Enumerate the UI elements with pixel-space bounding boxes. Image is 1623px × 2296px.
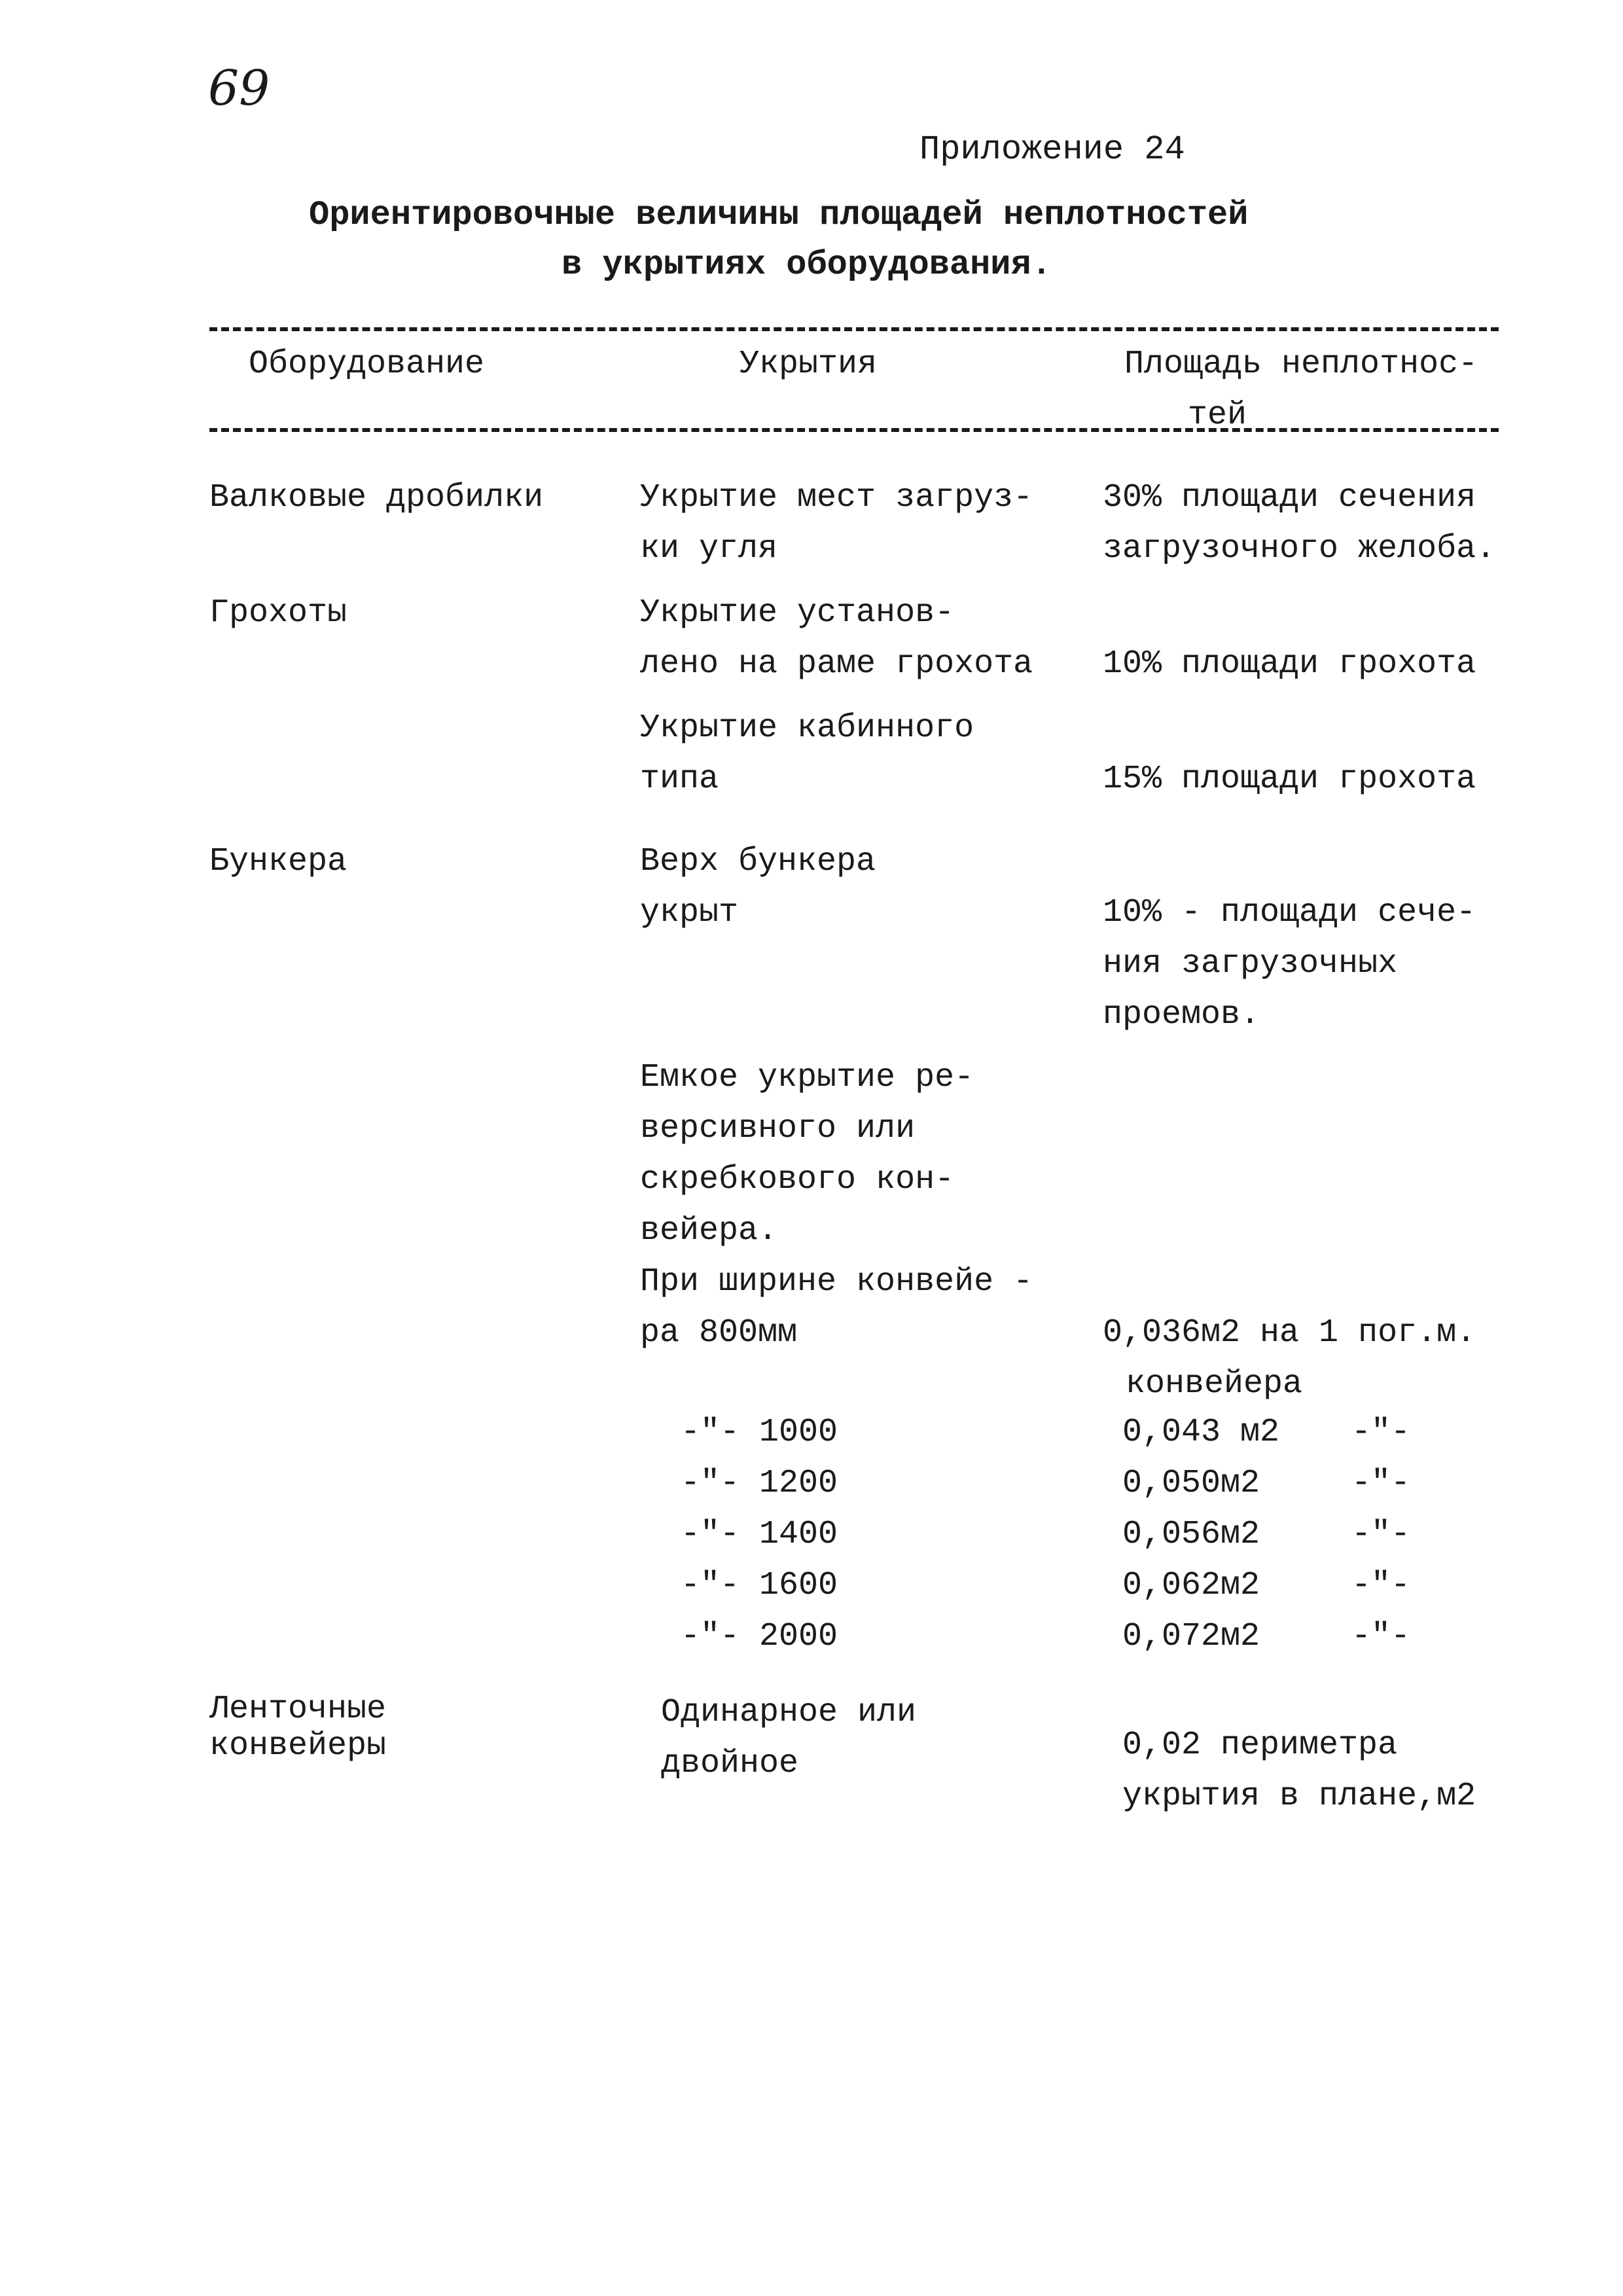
area-cell-line: проемов. xyxy=(1103,996,1260,1033)
width-cell: -"- 1600 xyxy=(681,1567,838,1604)
width-cell: -"- 1000 xyxy=(681,1414,838,1451)
equipment-cell: Грохоты xyxy=(209,594,348,632)
cover-cell-line: Укрытие кабинного xyxy=(640,709,974,747)
area-cell-line: 10% - площади сече- xyxy=(1103,894,1476,931)
cover-cell-line: Верх бункера xyxy=(640,843,876,880)
page-number: 69 xyxy=(208,60,270,117)
width-cell: -"- 1200 xyxy=(681,1465,838,1502)
area-cell-line: 30% площади сечения xyxy=(1103,479,1476,516)
title-line-1: Ориентировочные величины площадей неплотностей xyxy=(309,196,1249,234)
width-cell: -"- 2000 xyxy=(681,1618,838,1655)
cover-cell-line: ки угля xyxy=(640,530,778,567)
cover-cell-line: Емкое укрытие ре- xyxy=(640,1059,974,1096)
cover-cell-line: версивного или xyxy=(640,1110,916,1147)
cover-cell-line: ра 800мм xyxy=(640,1314,798,1352)
area-cell-line: 0,02 периметра xyxy=(1122,1727,1398,1764)
header-equipment: Оборудование xyxy=(249,346,485,383)
equipment-cell: Ленточные xyxy=(209,1691,387,1728)
header-covers: Укрытия xyxy=(740,346,878,383)
cover-cell-line: Укрытие установ- xyxy=(640,594,955,632)
header-area-line-1: Площадь неплотнос- xyxy=(1124,346,1478,383)
cover-cell-line: лено на раме грохота xyxy=(640,645,1033,683)
area-cell: 0,062м2 xyxy=(1122,1567,1260,1604)
area-cell-line: 0,036м2 на 1 пог.м. xyxy=(1103,1314,1476,1352)
area-cell-line: загрузочного желоба. xyxy=(1103,530,1496,567)
area-cell-line: ния загрузочных xyxy=(1103,945,1398,982)
cover-cell-line: скребкового кон- xyxy=(640,1161,955,1198)
ditto-mark: -"- xyxy=(1351,1414,1411,1451)
ditto-mark: -"- xyxy=(1351,1465,1411,1502)
area-cell-line: 15% площади грохота xyxy=(1103,761,1476,798)
area-cell: 0,072м2 xyxy=(1122,1618,1260,1655)
cover-cell-line: укрыт xyxy=(640,894,739,931)
area-cell: 0,043 м2 xyxy=(1122,1414,1280,1451)
table-header-rule xyxy=(209,428,1499,432)
cover-cell-line: типа xyxy=(640,761,719,798)
area-cell: 0,056м2 xyxy=(1122,1516,1260,1553)
area-cell-line: конвейера xyxy=(1126,1365,1303,1403)
cover-cell-line: Укрытие мест загруз- xyxy=(640,479,1033,516)
header-area-line-2: тей xyxy=(1188,397,1247,434)
cover-cell-line: Одинарное или xyxy=(661,1694,917,1731)
equipment-cell: Бункера xyxy=(209,843,348,880)
cover-cell-line: вейера. xyxy=(640,1212,778,1249)
appendix-label: Приложение 24 xyxy=(919,130,1185,169)
ditto-mark: -"- xyxy=(1351,1618,1411,1655)
area-cell-line: укрытия в плане,м2 xyxy=(1122,1778,1476,1815)
area-cell-line: 10% площади грохота xyxy=(1103,645,1476,683)
area-cell: 0,050м2 xyxy=(1122,1465,1260,1502)
table-top-rule xyxy=(209,327,1499,331)
cover-cell-line: двойное xyxy=(661,1745,799,1782)
ditto-mark: -"- xyxy=(1351,1567,1411,1604)
title-line-2: в укрытиях оборудования. xyxy=(562,245,1052,284)
equipment-cell: Валковые дробилки xyxy=(209,479,544,516)
ditto-mark: -"- xyxy=(1351,1516,1411,1553)
equipment-cell: конвейеры xyxy=(209,1727,387,1765)
width-cell: -"- 1400 xyxy=(681,1516,838,1553)
cover-cell-line: При ширине конвейе - xyxy=(640,1263,1033,1300)
